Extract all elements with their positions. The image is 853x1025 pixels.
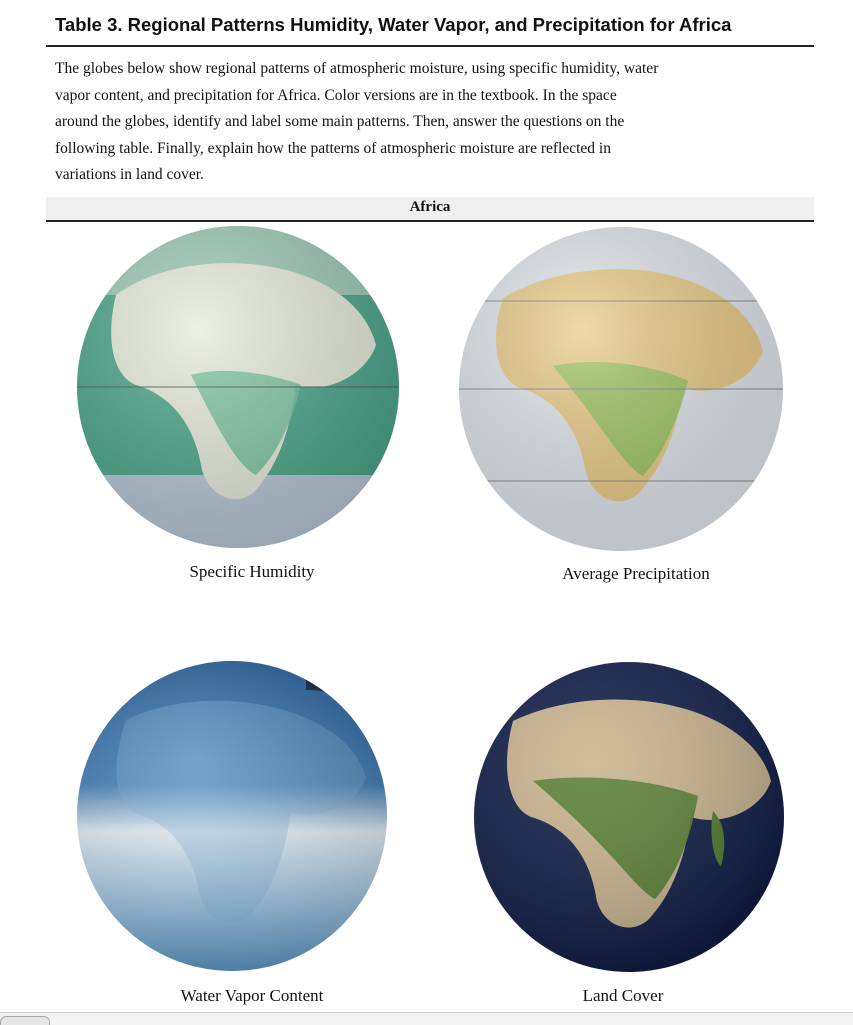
intro-line: The globes below show regional patterns of atmospheric moisture, using specific humidity, water: [55, 60, 659, 77]
globe-caption: Land Cover: [582, 986, 664, 1005]
globe-caption: Average Precipitation: [562, 564, 710, 583]
average-precipitation-globe: [458, 226, 784, 552]
specific-humidity-globe: [76, 225, 400, 549]
title-rule: [46, 45, 814, 47]
water-vapor-content-globe: [76, 660, 388, 972]
globe-caption: Water Vapor Content: [180, 986, 324, 1005]
intro-line: following table. Finally, explain how the patterns of atmospheric moisture are reflected in: [55, 139, 611, 157]
globe-caption: Specific Humidity: [189, 562, 315, 581]
section-label: Africa: [409, 199, 451, 215]
intro-line: variations in land cover.: [55, 166, 204, 183]
table-title: Table 3. Regional Patterns Humidity, Water Vapor, and Precipitation for Africa: [55, 14, 732, 35]
intro-paragraph: [55, 56, 813, 189]
intro-line: vapor content, and precipitation for Africa. Color versions are in the textbook. In the space: [55, 86, 617, 104]
land-cover-globe: [473, 661, 785, 973]
bottom-scroll-bar[interactable]: [0, 1012, 853, 1025]
section-header-band: [46, 197, 814, 222]
intro-line: around the globes, identify and label some main patterns. Then, answer the questions on the: [55, 113, 625, 130]
